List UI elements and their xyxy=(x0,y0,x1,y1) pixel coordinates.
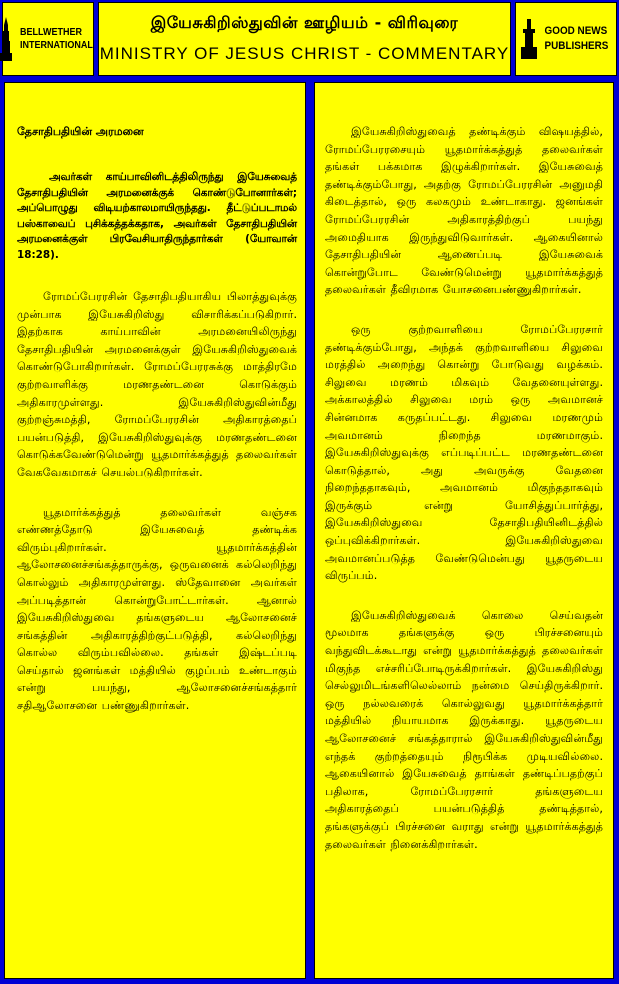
good-news-logo xyxy=(515,2,617,76)
tower-icon xyxy=(0,17,13,61)
page-title-english: MINISTRY OF JESUS CHRIST - COMMENTARY xyxy=(99,44,510,63)
logo-right-line2: PUBLISHERS xyxy=(544,40,609,52)
header xyxy=(0,0,619,80)
paragraph: ரோமப்பேரரசின் தேசாதிபதியாகிய பிலாத்துவுக்கு முன்பாக இயேசுகிறிஸ்து விசாரிக்கப்படுகிறார். இதற்காக காய்பாவின் அரமனையிலிருந்து தேசாதிபதியின் அரமனைக்குள் இயேசுகிறிஸ்துவைக் கொண்டுபோகிறார்கள். ரோமப்பேரரசுக்கு மாத்திரமே குற்றவாளிக்கு மரணதண்டனை கொடுக்கும் அதிகாரமுள்ளது. இயேசுகிறிஸ்துவின்மீது குற்றஞ்சுமத்தி, ரோமப்பேரரசின் அதிகாரத்தைப் பயன்படுத்தி, இயேசுகிறிஸ்துவுக்கு மரணதண்டனை கொடுக்கவேண்டுமென்று யூதமார்க்கத்துத் தலைவர்கள் வேகவேகமாகச் செயல்படுகிறார்கள். xyxy=(17,290,297,479)
paragraph: ஒரு குற்றவாளியை ரோமப்பேரரசார் தண்டிக்கும்போது, அந்தக் குற்றவாளியை சிலுவை மரத்தில் அறைந்து கொன்று போடுவது வழக்கம். சிலுவை மரணம் மிகவும் வேதனையுள்ளது. அக்காலத்தில் சிலுவை மரம் ஒரு அவமானச் சின்னமாக கருதப்பட்டது. சிலுவை மரணமும் அவமானம் நிறைந்த மரணமாகும். இயேசுகிறிஸ்துவுக்கு எப்படிப்பட்ட மரணதண்டனை கொடுத்தால், அது அவருக்கு வேதனை நிறைந்ததாகவும், அவமானம் மிகுந்ததாகவும் இருக்கும் என்று யோசித்துப்பார்த்து, இயேசுகிறிஸ்துவை தேசாதிபதியினிடத்தில் ஒப்புவிக்கிறார்கள். இயேசுகிறிஸ்துவை அவமானப்படுத்த வேண்டுமென்பது யூதருடைய விருப்பம். xyxy=(325,322,603,583)
book-icon xyxy=(520,19,538,59)
bellwether-logo xyxy=(2,2,94,76)
logo-left-line2: INTERNATIONAL xyxy=(20,40,93,51)
page-title-tamil: இயேசுகிறிஸ்துவின் ஊழியம் - விரிவுரை xyxy=(150,13,459,32)
section-heading: தேசாதிபதியின் அரமனை xyxy=(17,125,144,138)
paragraph: யூதமார்க்கத்துத் தலைவர்கள் வஞ்சக எண்ணத்தோடு இயேசுவைத் தண்டிக்க விரும்புகிறார்கள். யூதமார்க்கத்தின் ஆலோசனைச்சங்கத்தாருக்கு, ஒருவனைக் கல்லெறிந்து கொல்லும் அதிகாரமுள்ளது. ஸ்தேவானை அவர்கள் அப்படித்தான் கொன்றுபோட்டார்கள். ஆனால் இயேசுகிறிஸ்துவை தங்களுடைய ஆலோசனைச் சங்கத்தின் அதிகாரத்திற்குட்படுத்தி, கல்லெறிந்து கொல்ல விரும்பவில்லை. தங்கள் இஷ்டப்படி செய்தால் ஜனங்கள் மத்தியில் குழப்பம் உண்டாகும் என்று பயந்து, ஆலோசனைச்சங்கத்தார் சதிஆலோசனை பண்ணுகிறார்கள். xyxy=(17,505,297,713)
logo-left-line1: BELLWETHER xyxy=(20,27,83,38)
logo-right-line1: GOOD NEWS xyxy=(544,25,608,37)
scripture-quote: அவர்கள் காய்பாவினிடத்திலிருந்து இயேசுவைத் தேசாதிபதியின் அரமனைக்குக் கொண்டுபோனார்கள்; அப்பொழுது விடியற்காலமாயிருந்தது. தீட்டுப்படாமல் பஸ்காவைப் புசிக்கத்தக்கதாக, அவர்கள் தேசாதிபதியின் அரமனைக்குள் பிரவேசியாதிருந்தார்கள் (யோவான் 18:28). xyxy=(17,171,297,261)
title-box xyxy=(98,2,511,76)
left-column xyxy=(4,82,306,979)
paragraph: இயேசுகிறிஸ்துவைக் கொலை செய்வதன் மூலமாக தங்களுக்கு ஒரு பிரச்சனையும் வந்துவிடக்கூடாது என்று யூதமார்க்கத்துத் தலைவர்கள் மிகுந்த எச்சரிப்போடிருக்கிறார்கள். இயேசுகிறிஸ்து செல்லுமிடங்களிலெல்லாம் நன்மை செய்திருக்கிறார். ஒரு நல்லவரைக் கொல்லுவது யூதமார்க்கத்தார் மத்தியில் நியாயமாக இருக்காது. யூதருடைய ஆலோசனைச் சங்கத்தாரால் இயேசுகிறிஸ்துவின்மீது எந்தக் குற்றத்தையும் நிரூபிக்க முடியவில்லை. ஆகையினால் இயேசுவைத் தாங்கள் தண்டிப்பதற்குப் பதிலாக, ரோமப்பேரரசார் தங்களுடைய அதிகாரத்தைப் பயன்படுத்தித் தண்டித்தால், தங்களுக்குப் பிரச்சனை வராது என்று யூதமார்க்கத்துத் தலைவர்கள் நினைக்கிறார்கள். xyxy=(325,608,603,851)
right-column xyxy=(314,82,614,979)
paragraph: இயேசுகிறிஸ்துவைத் தண்டிக்கும் விஷயத்தில், ரோமப்பேரரசையும் யூதமார்க்கத்துத் தலைவர்கள் தங்கள் பக்கமாக இழுக்கிறார்கள். இயேசுவைத் தண்டிக்கும்போது, அதற்கு ரோமப்பேரரசின் அனுமதி கிடைத்தால், ஒரு கலகமும் உண்டாகாது. ஜனங்கள் ரோமப்பேரரசின் அதிகாரத்திற்குப் பயந்து அமைதியாக இருந்துவிடுவார்கள். ஆகையினால் தேசாதிபதியின் ஆணைப்படி இயேசுவைக் கொன்றுபோட வேண்டுமென்று யூதமார்க்கத்துத் தலைவர்கள் தீவிரமாக யோசனைபண்ணுகிறார்கள். xyxy=(325,125,603,297)
